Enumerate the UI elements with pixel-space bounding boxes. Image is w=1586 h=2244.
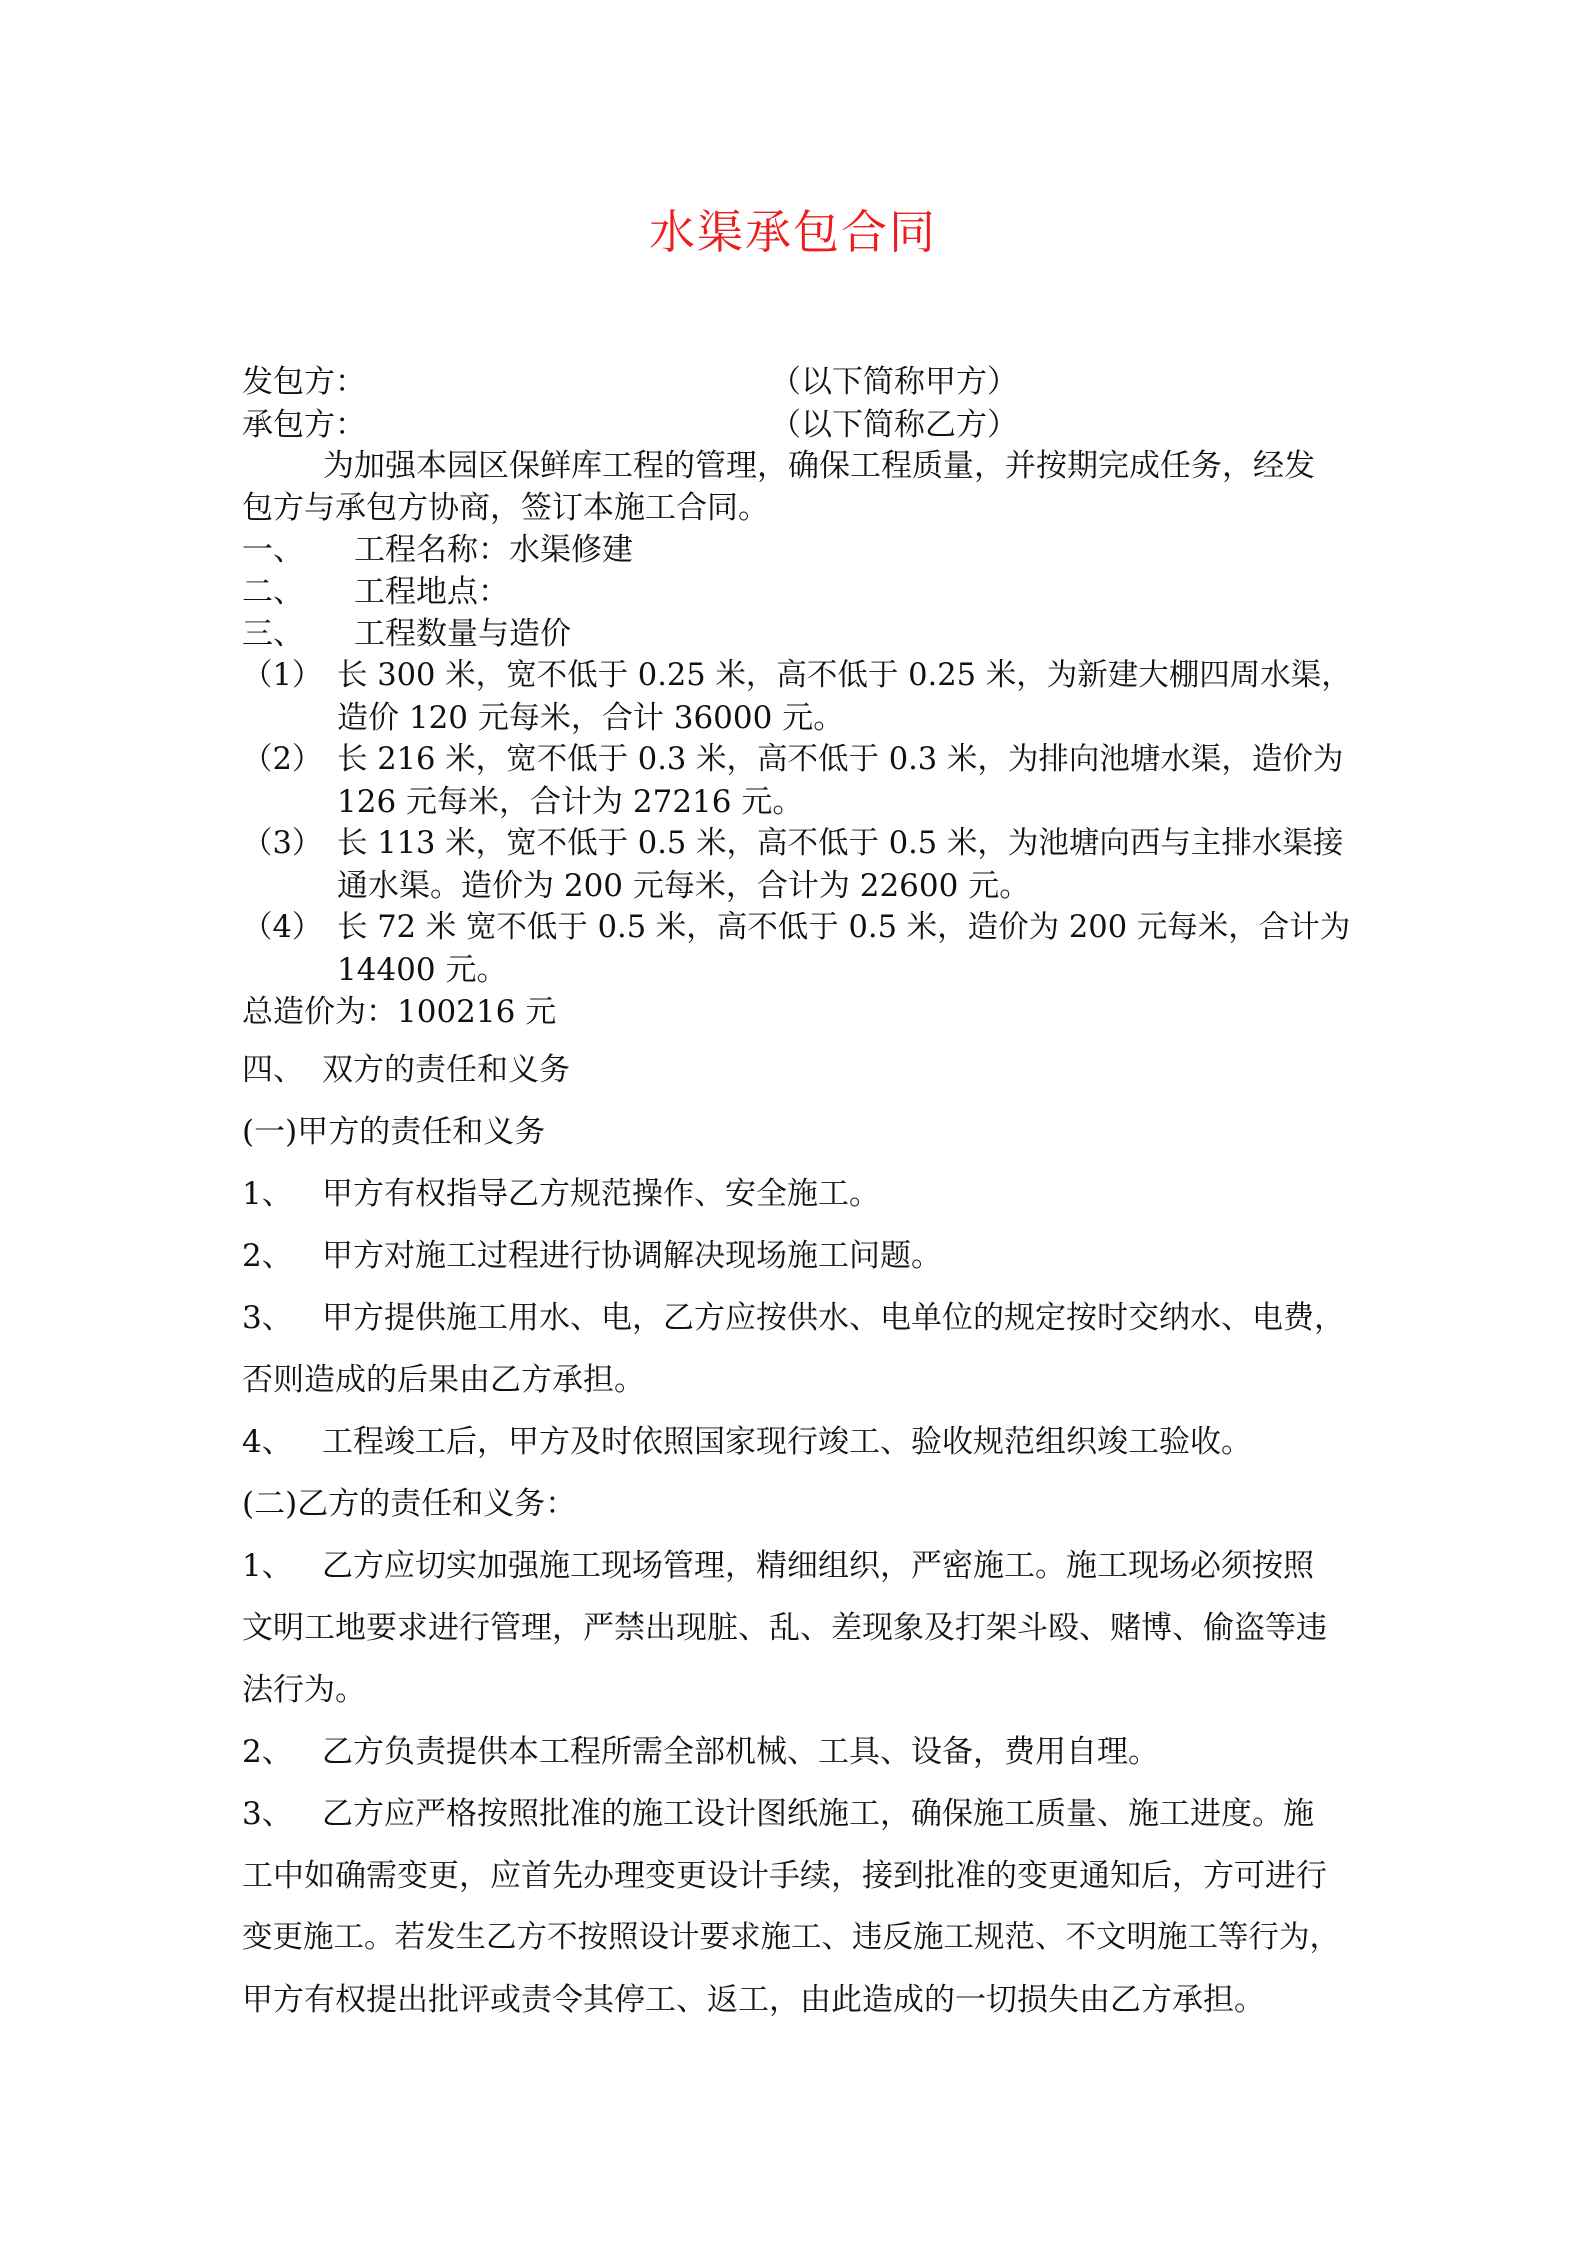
party-b-clause-3-line-3: 变更施工。若发生乙方不按照设计要求施工、违反施工规范、不文明施工等行为， bbox=[242, 1920, 1340, 1955]
section-marker: 一、 bbox=[242, 532, 304, 568]
clause-marker: 1、 bbox=[242, 1176, 293, 1212]
item-marker: （2） bbox=[242, 742, 323, 777]
clause-marker: 4、 bbox=[242, 1424, 293, 1460]
section-text: 工程地点： bbox=[354, 574, 509, 610]
section-text: 双方的责任和义务 bbox=[322, 1052, 570, 1088]
contractor-label: 承包方： bbox=[242, 407, 366, 443]
section-3 bbox=[242, 613, 571, 655]
section-2 bbox=[242, 571, 509, 613]
party-b-clause-3-line-2: 工中如确需变更，应首先办理变更设计手续，接到批准的变更通知后，方可进行 bbox=[242, 1858, 1327, 1894]
section-marker: 二、 bbox=[242, 574, 304, 610]
employer-alias: （以下简称甲方） bbox=[770, 364, 1018, 400]
employer-label: 发包方： bbox=[242, 364, 366, 400]
party-b-heading: (二)乙方的责任和义务： bbox=[242, 1486, 577, 1522]
intro-line-2: 包方与承包方协商，签订本施工合同。 bbox=[242, 490, 769, 526]
section-marker: 三、 bbox=[242, 616, 304, 652]
intro-line-1: 为加强本园区保鲜库工程的管理，确保工程质量，并按期完成任务，经发 bbox=[323, 448, 1315, 484]
party-a-clause-3-line-2: 否则造成的后果由乙方承担。 bbox=[242, 1362, 645, 1398]
item-4-line-1: （4） 长 72 米 宽不低于 0.5 米，高不低于 0.5 米，造价为 200 元每米，合计为 bbox=[242, 907, 1350, 949]
item-1-line-2: 造价 120 元每米，合计 36000 元。 bbox=[337, 700, 845, 736]
item-2-line-2: 126 元每米，合计为 27216 元。 bbox=[337, 784, 804, 820]
item-3-line-1: （3） 长 113 米，宽不低于 0.5 米，高不低于 0.5 米，为池塘向西与主排水渠接 bbox=[242, 823, 1343, 865]
item-2-line-1: （2） 长 216 米，宽不低于 0.3 米，高不低于 0.3 米，为排向池塘水渠，造价为 bbox=[242, 739, 1343, 781]
party-a-clause-3-line-1: 3、 甲方提供施工用水、电，乙方应按供水、电单位的规定按时交纳水、电费， bbox=[242, 1297, 1345, 1339]
clause-marker: 2、 bbox=[242, 1734, 293, 1770]
item-marker: （1） bbox=[242, 658, 323, 693]
party-b-clause-3-line-1: 3、 乙方应严格按照批准的施工设计图纸施工，确保施工质量、施工进度。施 bbox=[242, 1793, 1314, 1835]
section-text: 工程数量与造价 bbox=[354, 616, 571, 652]
total-price: 总造价为：100216 元 bbox=[242, 994, 557, 1030]
clause-marker: 3、 bbox=[242, 1796, 293, 1832]
contractor-alias: （以下简称乙方） bbox=[770, 407, 1018, 443]
party-b-clause-3-line-4: 甲方有权提出批评或责令其停工、返工，由此造成的一切损失由乙方承担。 bbox=[242, 1982, 1265, 2018]
party-a-clause-4: 4、 工程竣工后，甲方及时依照国家现行竣工、验收规范组织竣工验收。 bbox=[242, 1421, 1252, 1463]
party-b-clause-1-line-3: 法行为。 bbox=[242, 1672, 366, 1708]
party-b-clause-1-line-1: 1、 乙方应切实加强施工现场管理，精细组织，严密施工。施工现场必须按照 bbox=[242, 1545, 1314, 1587]
clause-marker: 3、 bbox=[242, 1300, 293, 1336]
section-4 bbox=[242, 1049, 570, 1091]
section-text: 工程名称：水渠修建 bbox=[354, 532, 633, 568]
party-a-clause-2: 2、 甲方对施工过程进行协调解决现场施工问题。 bbox=[242, 1235, 942, 1277]
party-a-clause-1: 1、 甲方有权指导乙方规范操作、安全施工。 bbox=[242, 1173, 880, 1215]
party-b-clause-1-line-2: 文明工地要求进行管理，严禁出现脏、乱、差现象及打架斗殴、赌博、偷盗等违 bbox=[242, 1610, 1327, 1646]
item-4-line-2: 14400 元。 bbox=[337, 952, 508, 988]
clause-marker: 1、 bbox=[242, 1548, 293, 1584]
document-title: 水渠承包合同 bbox=[649, 205, 937, 259]
clause-marker: 2、 bbox=[242, 1238, 293, 1274]
section-1 bbox=[242, 529, 633, 571]
item-marker: （3） bbox=[242, 826, 323, 861]
item-marker: （4） bbox=[242, 910, 323, 945]
item-1-line-1: （1） 长 300 米，宽不低于 0.25 米，高不低于 0.25 米，为新建大棚四周水渠， bbox=[242, 655, 1352, 697]
section-marker: 四、 bbox=[242, 1052, 304, 1088]
party-a-heading: (一)甲方的责任和义务 bbox=[242, 1114, 546, 1150]
party-b-clause-2: 2、 乙方负责提供本工程所需全部机械、工具、设备，费用自理。 bbox=[242, 1731, 1159, 1773]
item-3-line-2: 通水渠。造价为 200 元每米，合计为 22600 元。 bbox=[337, 868, 1031, 904]
